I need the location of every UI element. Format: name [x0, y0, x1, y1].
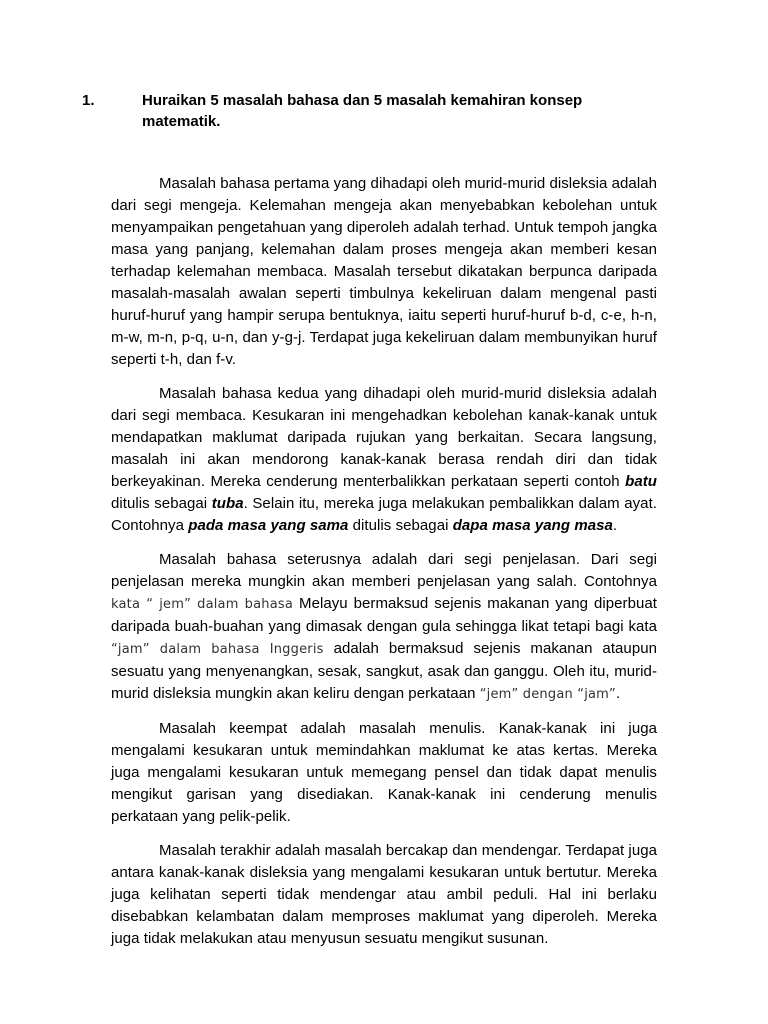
question-heading	[82, 90, 672, 132]
example-jem-malay: kata “ jem” dalam bahasa	[111, 597, 294, 612]
paragraph-reading-text-3: . Selain itu, mereka juga melakukan pembalikkan dalam ayat. Contohnya	[111, 495, 657, 534]
answer-body	[111, 173, 657, 962]
paragraph-explanation-text-4: .	[615, 685, 621, 702]
paragraph-reading-text-5: .	[612, 517, 618, 534]
paragraph-explanation-text-1: Masalah bahasa seterusnya adalah dari segi penjelasan. Dari segi penjelasan mereka mungkin akan memberi penjelasan yang salah. Contohnya	[111, 551, 657, 590]
example-jem-jam: “jem” dengan “jam”	[479, 687, 616, 702]
example-word-batu: batu	[625, 473, 657, 490]
example-phrase-original: pada masa yang sama	[188, 517, 349, 534]
paragraph-explanation	[111, 549, 657, 706]
question-line	[82, 90, 672, 111]
paragraph-reading-text-2: ditulis sebagai	[111, 495, 212, 512]
paragraph-speaking-listening: Masalah terakhir adalah masalah bercakap dan mendengar. Terdapat juga antara kanak-kanak disleksia yang mengalami kesukaran untuk bertutur. Mereka juga kelihatan seperti tidak mendengar atau ambil peduli. Hal ini berlaku disebabkan kelambatan dalam memproses maklumat yang diperoleh. Mereka juga tidak melakukan atau menyusun sesuatu mengikut susunan.	[111, 842, 657, 947]
paragraph-explanation-text-2: Melayu bermaksud sejenis makanan yang diperbuat daripada buah-buahan yang dimasak dengan gula sehingga likat tetapi bagi kata	[111, 595, 658, 635]
example-word-tuba: tuba	[211, 495, 244, 512]
paragraph-explanation-text-3: adalah bermaksud sejenis makanan ataupun sesuatu yang menyenangkan, sesak, sangkut, asak dan ganggu. Oleh itu, murid-murid disleksia mungkin akan keliru dengan perkataan	[111, 640, 658, 702]
paragraph-reading	[111, 383, 657, 537]
question-number: 1.	[82, 92, 95, 109]
question-text-line1: Huraikan 5 masalah bahasa dan 5 masalah kemahiran konsep	[142, 92, 583, 109]
paragraph-spelling: Masalah bahasa pertama yang dihadapi oleh murid-murid disleksia adalah dari segi mengeja. Kelemahan mengeja akan menyebabkan kebolehan untuk menyampaikan pengetahuan yang diperoleh adalah terhad. Untuk tempoh jangka masa yang panjang, kelemahan dalam proses mengeja akan memberi kesan terhadap kelemahan membaca. Masalah tersebut dikatakan berpunca daripada masalah-masalah awalan seperti timbulnya kekeliruan dalam mengenal pasti huruf-huruf yang hampir serupa bentuknya, iaitu seperti huruf-huruf b-d, c-e, h-n, m-w, m-n, p-q, u-n, dan y-g-j. Terdapat juga kekeliruan dalam membunyikan huruf seperti t-h, dan f-v.	[111, 175, 657, 368]
question-text-line2: matematik.	[142, 113, 221, 130]
paragraph-writing: Masalah keempat adalah masalah menulis. Kanak-kanak ini juga mengalami kesukaran untuk memindahkan maklumat ke atas kertas. Mereka juga mengalami kesukaran untuk memegang pensel dan tidak dapat menulis mengikut garisan yang disediakan. Kanak-kanak ini cenderung menulis perkataan yang pelik-pelik.	[111, 720, 657, 825]
paragraph-reading-text-1: Masalah bahasa kedua yang dihadapi oleh murid-murid disleksia adalah dari segi membaca. Kesukaran ini mengehadkan kebolehan kanak-kanak untuk mendapatkan maklumat daripada rujukan yang berkaitan. Secara langsung, masalah ini akan mendorong kanak-kanak berasa rendah diri dan tidak berkeyakinan. Mereka cenderung menterbalikkan perkataan seperti contoh	[111, 385, 657, 490]
paragraph-reading-text-4: ditulis sebagai	[348, 517, 453, 534]
example-phrase-reversed: dapa masa yang masa	[452, 517, 613, 534]
example-jam-english: “jam” dalam bahasa Inggeris	[111, 642, 324, 657]
